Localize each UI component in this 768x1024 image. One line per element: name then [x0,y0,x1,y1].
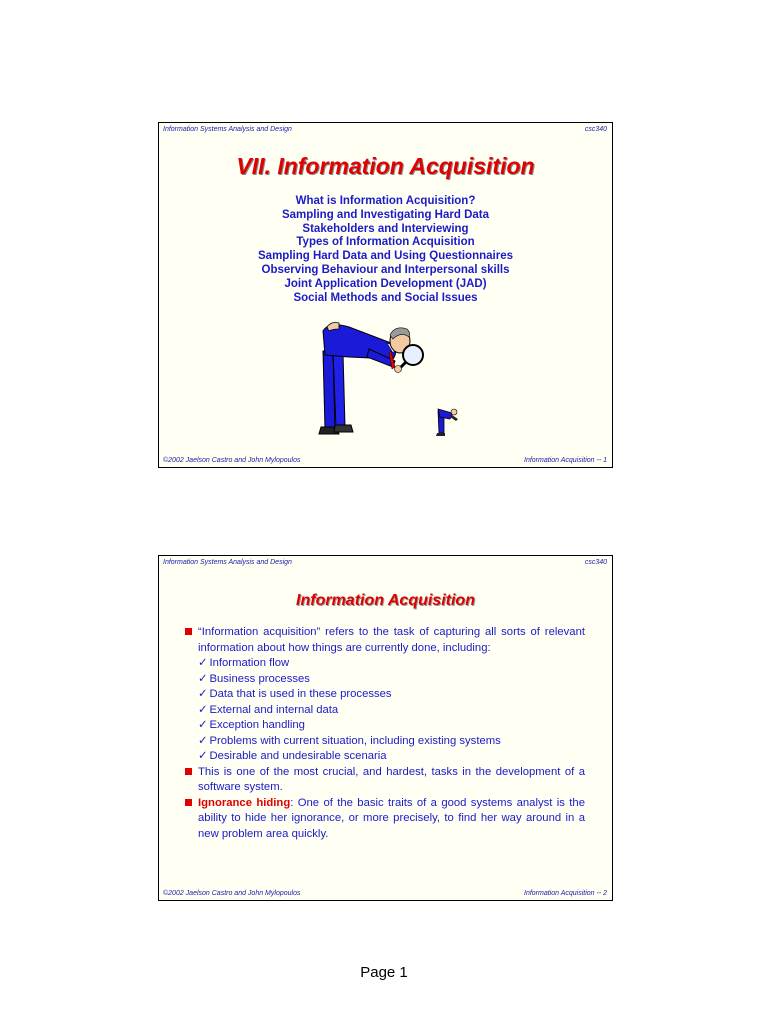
bullet-item [185,625,585,656]
checkmark-icon: ✓ [198,750,208,762]
check-item-text: Information flow [209,657,290,669]
bullet-text: “Information acquisition” refers to the task of capturing all sorts of relevant information about how things are currently done, including: [198,626,585,654]
slide-footer-page: Information Acquisition -- 2 [524,890,607,897]
check-item [198,672,585,688]
topic-item: Sampling Hard Data and Using Questionnaires [258,250,513,263]
slide-title: Information Acquisition [296,592,475,609]
checkmark-icon: ✓ [198,703,208,716]
checkmark-icon: ✓ [198,672,208,685]
slide-header-code: csc340 [584,559,607,566]
topic-item: Stakeholders and Interviewing [302,222,469,235]
red-square-bullet-icon [185,768,192,775]
check-item [198,687,585,703]
topic-item: Types of Information Acquisition [296,236,475,249]
slide-footer-copyright: ©2002 Jaelson Castro and John Mylopoulos [163,890,301,897]
slide-footer-page: Information Acquisition -- 1 [524,457,607,464]
red-square-bullet-icon [185,799,192,806]
check-item-text: Problems with current situation, including existing systems [209,734,501,747]
topic-item: Observing Behaviour and Interpersonal skills [261,263,510,276]
topic-item: Joint Application Development (JAD) [284,277,487,290]
check-item-text: Desirable and undesirable scenaria [209,750,387,762]
topic-list [159,195,612,305]
check-item [198,718,585,734]
check-item [198,656,585,672]
slide-2 [158,555,613,901]
bullet-text: This is one of the most crucial, and hardest, tasks in the development of a software system. [198,765,585,793]
check-item [198,703,585,719]
topic-item: Social Methods and Social Issues [293,291,478,304]
check-list [185,656,585,765]
checkmark-icon: ✓ [198,688,208,700]
topic-item: Sampling and Investigating Hard Data [281,208,490,221]
bullet-item [185,765,585,796]
check-item-text: Exception handling [209,719,305,731]
slide-header-course: Information Systems Analysis and Design [163,559,292,566]
check-item [198,734,585,750]
red-square-bullet-icon [185,628,192,635]
checkmark-icon: ✓ [198,657,208,669]
checkmark-icon: ✓ [198,719,208,731]
page-number-label: Page 1 [360,964,408,981]
checkmark-icon: ✓ [198,734,208,747]
slide-footer-copyright: ©2002 Jaelson Castro and John Mylopoulos [163,457,301,464]
slide-1 [158,122,613,468]
slide-body [185,625,585,842]
check-item-text: Business processes [209,672,310,685]
check-item-text: Data that is used in these processes [209,688,392,700]
topic-item: What is Information Acquisition? [295,195,476,207]
tiny-person-illustration [434,405,462,437]
slide-title: VII. Information Acquisition [236,153,535,179]
man-with-magnifier-illustration [309,321,439,439]
bullet-item [185,796,585,843]
slide-header-course: Information Systems Analysis and Design [163,126,292,133]
bullet-text: : One of the basic traits of a good systems analyst is the ability to hide her ignorance, or more precisely, to find her way around in a new problem area quickly. [198,796,585,840]
bullet-emphasis: Ignorance hiding [198,796,291,809]
check-item-text: External and internal data [209,703,339,716]
slide-header-code: csc340 [584,126,607,133]
check-item [198,749,585,765]
